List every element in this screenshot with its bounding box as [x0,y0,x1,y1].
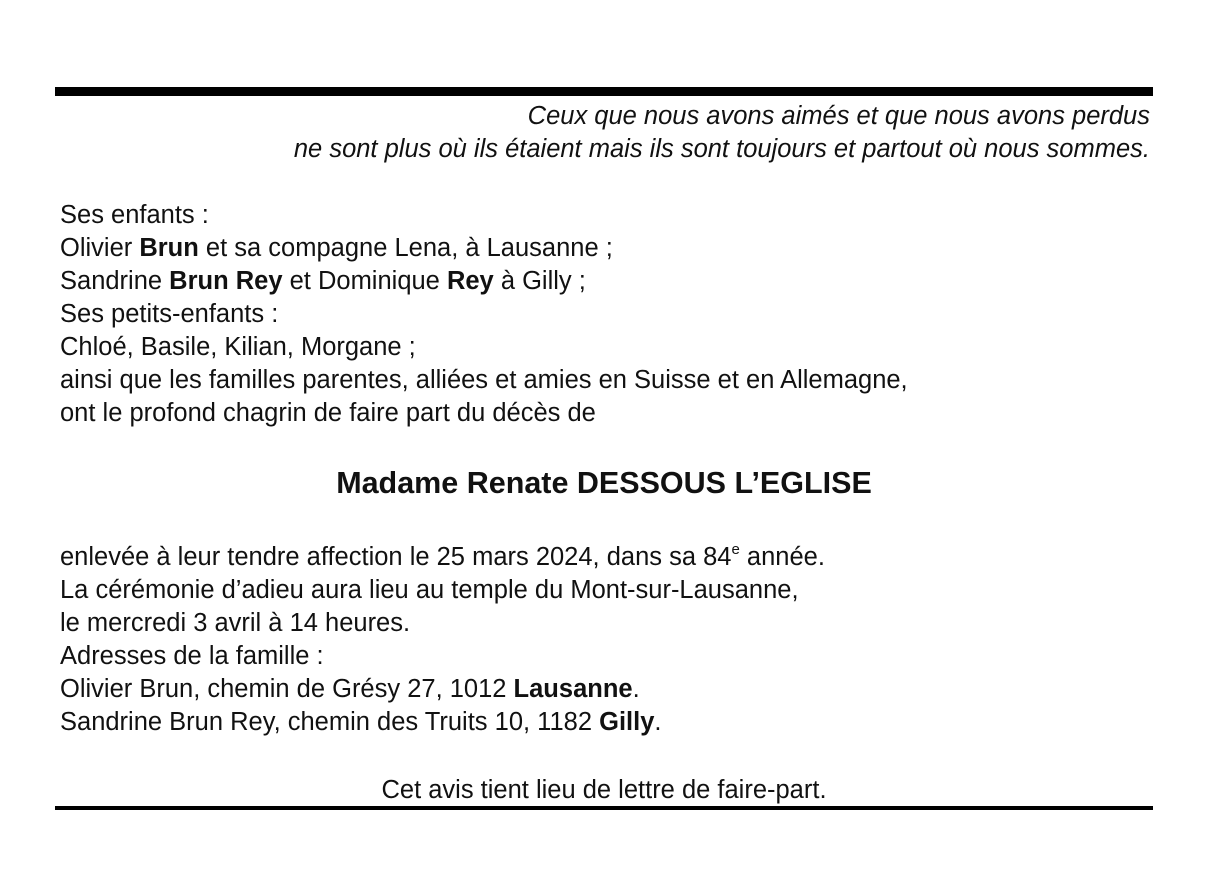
extended-family: ainsi que les familles parentes, alliées et amies en Suisse et en Allemagne, [60,366,908,394]
top-rule [55,87,1153,96]
city: Gilly [599,708,655,736]
family-section [60,199,908,430]
child-line-2: Sandrine Brun Rey et Dominique Rey à Gilly ; [60,267,586,295]
children-heading: Ses enfants : [60,201,209,229]
bottom-rule [55,806,1153,810]
address-line-1: Olivier Brun, chemin de Grésy 27, 1012 Lausanne. [60,675,640,703]
address-line-2: Sandrine Brun Rey, chemin des Truits 10, 1182 Gilly. [60,708,662,736]
ordinal-superscript: e [731,541,740,558]
deceased-name: Madame Renate DESSOUS L’EGLISE [336,466,872,500]
surname: Brun Rey [169,267,283,295]
details-section [60,541,825,739]
child-line-1: Olivier Brun et sa compagne Lena, à Lausanne ; [60,234,613,262]
grandchildren-names: Chloé, Basile, Kilian, Morgane ; [60,333,416,361]
death-line: enlevée à leur tendre affection le 25 mars 2024, dans sa 84e année. [60,541,825,571]
ceremony-date: le mercredi 3 avril à 14 heures. [60,609,411,637]
announcement-line: ont le profond chagrin de faire part du décès de [60,399,596,427]
footer-note: Cet avis tient lieu de lettre de faire-part. [381,776,827,804]
grandchildren-heading: Ses petits-enfants : [60,300,279,328]
quote-line-2: ne sont plus où ils étaient mais ils sont toujours et partout où nous sommes. [293,135,1150,163]
epigraph-quote [150,100,1150,166]
addresses-heading: Adresses de la famille : [60,642,324,670]
surname: Brun [139,234,199,262]
quote-line-1: Ceux que nous avons aimés et que nous avons perdus [527,102,1150,130]
ceremony-line: La cérémonie d’adieu aura lieu au temple du Mont-sur-Lausanne, [60,576,799,604]
city: Lausanne [513,675,633,703]
surname: Rey [446,267,494,295]
